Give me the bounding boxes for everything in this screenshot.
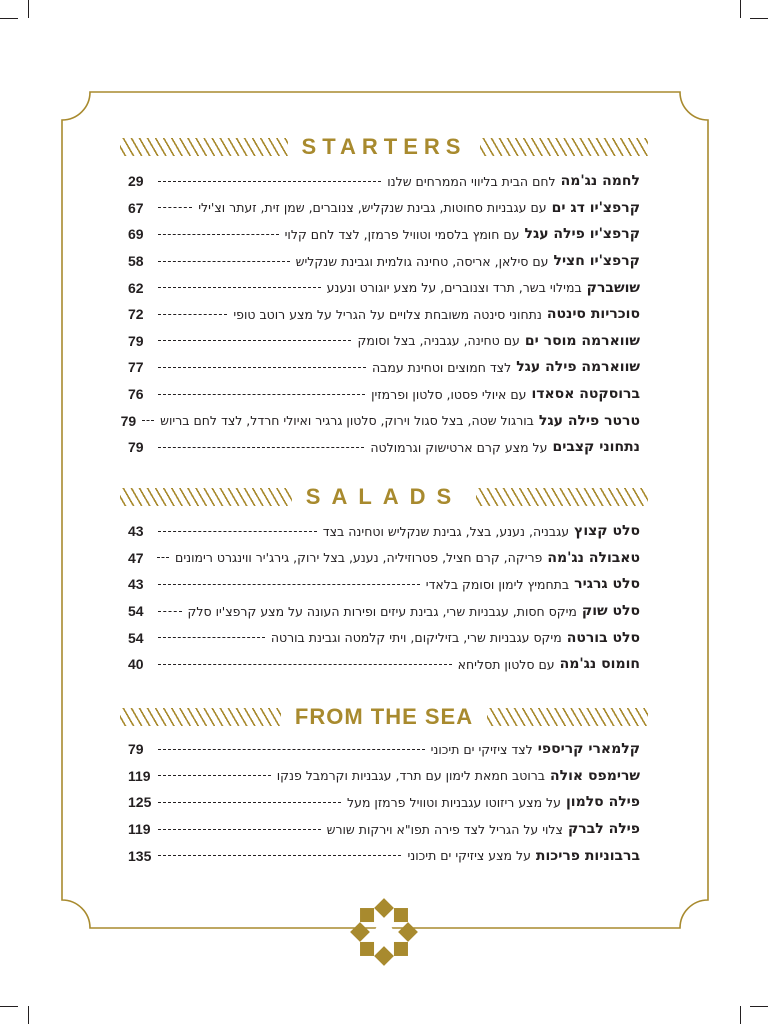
dotted-leader (158, 829, 321, 830)
item-price: 62 (128, 279, 144, 296)
section-title: SALADS (305, 484, 463, 509)
hatch-decoration (487, 708, 648, 726)
menu-item (120, 407, 640, 434)
item-name: לחמה נג'מה (560, 173, 640, 190)
menu-item (128, 248, 640, 275)
dotted-leader (158, 340, 351, 341)
dotted-leader (158, 855, 401, 856)
section-title: FROM THE SEA (294, 704, 474, 729)
item-name: סלט שוק (581, 603, 640, 620)
item-price: 79 (128, 741, 144, 758)
item-price: 43 (128, 576, 144, 593)
item-price: 54 (128, 629, 144, 646)
hatch-decoration (120, 708, 281, 726)
item-price: 119 (128, 821, 151, 838)
hatch-decoration (120, 488, 292, 506)
menu-item (128, 274, 640, 301)
dotted-leader (157, 557, 169, 558)
dotted-leader (142, 420, 154, 421)
item-description: לצד חמוצים וטחינת עמבה (371, 359, 512, 375)
item-description: נתחוני סינטה משובחת צלויים על הגריל על מצע רוטב טופי (233, 306, 542, 322)
item-description: עם איולי פסטו, סלטון ופרמזין (371, 386, 527, 402)
crop-mark (0, 18, 18, 19)
dotted-leader (158, 394, 365, 395)
item-name: סלט גרגיר (574, 576, 640, 593)
item-price: 58 (128, 253, 144, 270)
item-price: 47 (128, 549, 144, 566)
section-header-starters (120, 134, 648, 160)
item-price: 119 (128, 767, 151, 784)
menu-item (128, 518, 640, 545)
item-price: 72 (128, 306, 144, 323)
dotted-leader (158, 287, 321, 288)
menu-item (128, 381, 640, 408)
crop-mark (0, 1006, 18, 1007)
dotted-leader (158, 367, 366, 368)
item-description: עם עגבניות סחוטות, גבינת שנקליש, צנוברים, שמן זית, זעתר וצ'ילי (198, 200, 547, 216)
hatch-decoration (120, 138, 288, 156)
dotted-leader (158, 611, 182, 612)
item-description: פריקה, קרם חציל, פטרוזיליה, נענע, בצל ירוק, גירג'יר ווינגרט רימונים (175, 550, 543, 566)
menu-item (128, 168, 640, 195)
menu-item (128, 434, 640, 461)
item-name: חומוס נג'מה (559, 656, 640, 673)
menu-item (128, 221, 640, 248)
item-name: קרפצ'יו חציל (553, 253, 640, 270)
item-name: שווארמה פילה עגל (516, 359, 640, 376)
dotted-leader (158, 261, 290, 262)
menu-item (128, 598, 640, 625)
dotted-leader (158, 802, 341, 803)
dotted-leader (158, 207, 192, 208)
dotted-leader (158, 749, 425, 750)
dotted-leader (158, 531, 317, 532)
item-price: 43 (128, 523, 144, 540)
star-flower-logo-icon (348, 896, 420, 968)
item-name: סוכריות סינטה (546, 306, 640, 323)
section-title: STARTERS (301, 134, 467, 159)
item-price: 135 (128, 847, 152, 864)
item-description: על מצע ריזוטו עגבניות וטוויל פרמזן מעל (347, 794, 561, 810)
item-description: עם סילאן, אריסה, טחינה גולמית וגבינת שנקליש (295, 253, 549, 269)
menu-item (128, 816, 640, 843)
item-name: שושברק (586, 279, 640, 296)
item-description: בתחמיץ לימון וסומק בלאדי (425, 576, 570, 592)
dotted-leader (158, 637, 265, 638)
item-name: סלט קצוץ (574, 523, 640, 540)
item-name: נתחוני קצבים (552, 439, 640, 456)
menu-item (128, 301, 640, 328)
dotted-leader (158, 584, 420, 585)
crop-mark (28, 1006, 29, 1024)
item-price: 77 (128, 359, 144, 376)
item-description: על מצע קרם ארטישוק וגרמולטה (370, 439, 548, 455)
item-price: 67 (128, 199, 144, 216)
item-price: 54 (128, 603, 144, 620)
item-description: מיקס עגבניות שרי, בזיליקום, ויתי קלמטה וגבינת בורטה (270, 630, 562, 646)
crop-mark (750, 1006, 768, 1007)
hatch-decoration (476, 488, 648, 506)
menu-item (128, 763, 640, 790)
item-name: קרפצ'יו פילה עגל (524, 226, 640, 243)
item-description: מיקס חסות, עגבניות שרי, גבינת עיזים ופירות העונה על מצע קרפצ'יו סלק (187, 603, 577, 619)
item-price: 79 (120, 412, 137, 429)
item-price: 79 (128, 332, 144, 349)
crop-mark (28, 0, 29, 18)
menu-item (128, 789, 640, 816)
item-description: בורגול שטה, בצל סגול וירוק, סלטון גרגיר ואיולי חרדל, לצד לחם בריוש (160, 413, 534, 429)
dotted-leader (158, 181, 381, 182)
item-description: לחם הבית בליווי הממרחים שלנו (387, 173, 556, 189)
menu-item (128, 545, 640, 572)
item-description: לצד ציזיקי ים תיכוני (430, 741, 533, 757)
section-header-salads (120, 484, 648, 510)
item-description: עם חומץ בלסמי וטוויל פרמזן, לצד לחם קלוי (284, 226, 520, 242)
dotted-leader (158, 775, 271, 776)
item-description: צלוי על הגריל לצד פירה תפו"א וירקות שורש (326, 821, 563, 837)
menu-item (128, 736, 640, 763)
menu-item (128, 354, 640, 381)
crop-mark (740, 1006, 741, 1024)
crop-mark (750, 18, 768, 19)
dotted-leader (158, 314, 227, 315)
crop-mark (740, 0, 741, 18)
item-description: עם סלטון תסליחא (457, 656, 555, 672)
item-price: 69 (128, 226, 144, 243)
item-price: 29 (128, 173, 144, 190)
item-name: קרפצ'יו דג ים (551, 199, 640, 216)
from-the-sea-list (128, 736, 640, 869)
item-price: 79 (128, 439, 144, 456)
item-description: במילוי בשר, תרד וצנוברים, על מצע יוגורט ונענע (326, 280, 582, 296)
item-name: ברבוניות פריכות (535, 847, 640, 864)
menu-item (128, 195, 640, 222)
item-description: עגבניה, נענע, בצל, גבינת שנקליש וטחינה בצד (322, 523, 570, 539)
menu-item (128, 624, 640, 651)
dotted-leader (158, 664, 452, 665)
item-price: 76 (128, 386, 144, 403)
menu-item (128, 571, 640, 598)
item-name: קלמארי קריספי (537, 741, 640, 758)
item-name: סלט בורטה (566, 629, 640, 646)
menu-item (128, 328, 640, 355)
salads-list (128, 518, 640, 678)
item-name: טרטר פילה עגל (538, 412, 640, 429)
menu-item (128, 651, 640, 678)
item-description: ברוטב חמאת לימון עם תרד, עגבניות וקרמבל פנקו (276, 768, 546, 784)
item-description: על מצע ציזיקי ים תיכוני (407, 848, 531, 864)
item-name: טאבולה נג'מה (547, 549, 640, 566)
section-header-from-the-sea (120, 704, 648, 730)
menu-item (128, 842, 640, 869)
item-name: פילה סלמון (565, 794, 640, 811)
dotted-leader (158, 234, 279, 235)
item-name: שרימפס אולה (550, 767, 640, 784)
item-name: ברוסקטה אסאדו (531, 386, 640, 403)
item-price: 125 (128, 794, 152, 811)
item-name: פילה לברק (567, 821, 640, 838)
dotted-leader (158, 447, 364, 448)
item-name: שווארמה מוסר ים (524, 332, 640, 349)
item-price: 40 (128, 656, 144, 673)
hatch-decoration (480, 138, 648, 156)
item-description: עם טחינה, עגבניה, בצל וסומק (357, 333, 520, 349)
starters-list (120, 168, 640, 461)
